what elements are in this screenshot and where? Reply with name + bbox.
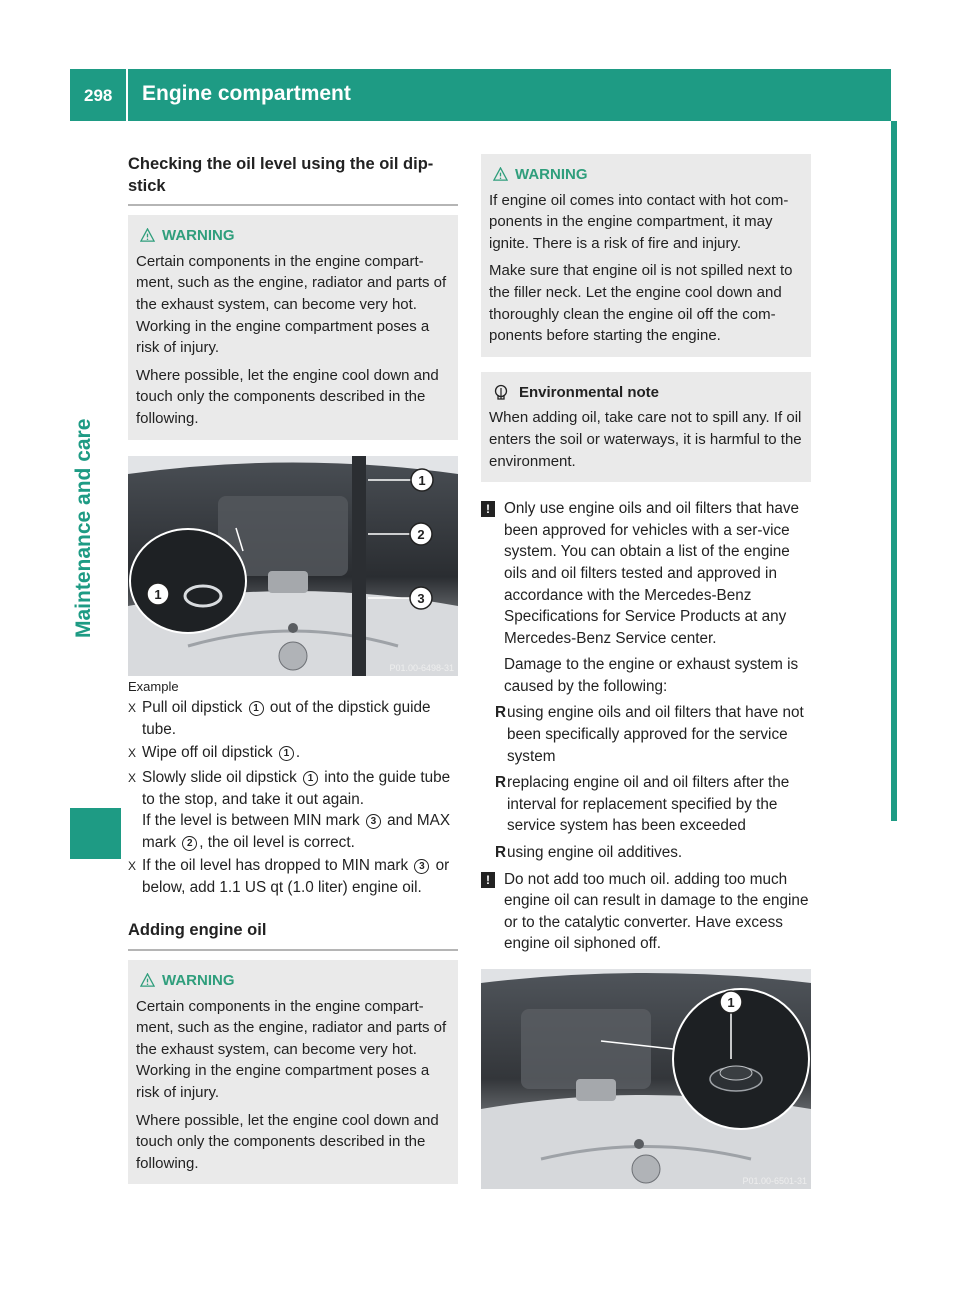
- warning-text: Certain components in the engine compart-ment, such as the engine, radiator and parts of the exhaust system, can become very hot. Working in the engine compartment poses a risk of injury.: [136, 997, 447, 1102]
- header-divider: [126, 69, 128, 121]
- notice-text: Damage to the engine or exhaust system is caused by the following:: [504, 656, 799, 695]
- callout-ref: 3: [366, 814, 381, 829]
- callout-1: 1: [154, 586, 162, 602]
- step-arrow-icon: X: [128, 701, 137, 716]
- callout-1: 1: [418, 472, 426, 488]
- notice-block: [481, 869, 811, 955]
- page-title: Engine compartment: [142, 82, 351, 105]
- warning-header: [489, 164, 803, 186]
- environmental-note-title: Environmental note: [519, 383, 660, 401]
- warning-text: Make sure that engine oil is not spilled next to the filler neck. Let the engine cool down and thoroughly clean the engine oil off the com-ponents before starting the engine.: [489, 262, 793, 345]
- step-arrow-icon: X: [128, 859, 137, 874]
- instruction-step: X Slowly slide oil dipstick 1 into the guide tube to the stop, and take it out again. If the level is between MIN mark 3 and MAX mark 2 , the oil level is correct.: [128, 767, 458, 853]
- notice-block: [481, 498, 811, 697]
- warning-title: WARNING: [162, 227, 235, 245]
- bullet-icon: R: [495, 704, 507, 722]
- notice-exclamation-icon: !: [481, 501, 495, 517]
- callout-1: 1: [727, 995, 735, 1010]
- callout-ref: 1: [279, 746, 294, 761]
- warning-title: WARNING: [515, 166, 588, 183]
- figure-caption: Example: [128, 678, 179, 694]
- warning-box: [128, 215, 458, 439]
- notice-text: Only use engine oils and oil filters that have been approved for vehicles with a ser-vice system. You can obtain a list of the engine oils and oil filters tested and approved in accordance with the Mercedes-Benz Specifications for Service Products at any Mercedes-Benz Service center.: [504, 500, 800, 647]
- engine-photo-filler-cap: [481, 969, 811, 1189]
- list-item: R using engine oils and oil filters that have not been specifically approved for the service system: [495, 702, 811, 767]
- warning-triangle-icon: [493, 167, 508, 182]
- environmental-note-text: When adding oil, take care not to spill any. If oil enters the soil or waterways, it is harmful to the environment.: [489, 409, 802, 470]
- list-item: R replacing engine oil and oil filters after the interval for replacement specified by the service system has been exceeded: [495, 772, 811, 837]
- side-tab-marker: [70, 808, 121, 859]
- environment-lightbulb-icon: [493, 384, 509, 402]
- instruction-step: X Wipe off oil dipstick 1 .: [128, 742, 458, 765]
- callout-2: 2: [417, 526, 425, 542]
- warning-triangle-icon: [140, 973, 155, 988]
- section-side-label: Maintenance and care: [72, 418, 95, 638]
- step-arrow-icon: X: [128, 746, 137, 761]
- list-item: R using engine oil additives.: [495, 842, 811, 864]
- engine-photo-dipstick: [128, 456, 458, 676]
- callout-ref: 2: [182, 836, 197, 851]
- warning-text: Where possible, let the engine cool down and touch only the components described in the following.: [136, 366, 439, 427]
- warning-text: Certain components in the engine compart-ment, such as the engine, radiator and parts of the exhaust system, can become very hot. Working in the engine compartment poses a risk of injury.: [136, 252, 447, 357]
- step-arrow-icon: X: [128, 770, 137, 785]
- warning-title: WARNING: [162, 972, 235, 990]
- photo-code: P01.00-6498-31: [389, 662, 454, 673]
- warning-triangle-icon: [140, 228, 155, 243]
- warning-header: [136, 225, 450, 247]
- warning-box: [481, 154, 811, 357]
- warning-text: Where possible, let the engine cool down and touch only the components described in the following.: [136, 1111, 439, 1172]
- heading-rule: [128, 949, 458, 951]
- warning-box: [128, 960, 458, 1184]
- environmental-note-box: [481, 372, 811, 482]
- left-column: [128, 154, 458, 1184]
- callout-3: 3: [417, 590, 425, 606]
- bullet-icon: R: [495, 774, 507, 792]
- instruction-step: X If the oil level has dropped to MIN mark 3 or below, add 1.1 US qt (1.0 liter) engine oil.: [128, 855, 458, 898]
- right-column: [481, 154, 811, 1189]
- page-number: 298: [84, 86, 113, 105]
- bullet-icon: R: [495, 844, 507, 862]
- instruction-step: X Pull oil dipstick 1 out of the dipstick guide tube.: [128, 697, 458, 740]
- notice-text: Do not add too much oil. adding too much engine oil can result in damage to the engine or to the catalytic converter. Have excess engine oil siphoned off.: [504, 870, 809, 953]
- section-heading-checking-oil: Checking the oil level using the oil dip-stick: [128, 155, 434, 195]
- notice-exclamation-icon: !: [481, 872, 495, 888]
- photo-code: P01.00-6501-31: [742, 1176, 807, 1186]
- callout-ref: 1: [249, 701, 264, 716]
- side-tab-bar: [891, 121, 897, 821]
- warning-header: [136, 970, 450, 992]
- heading-rule: [128, 204, 458, 206]
- warning-text: If engine oil comes into contact with hot com-ponents in the engine compartment, it may ignite. There is a risk of fire and injury.: [489, 191, 789, 252]
- callout-ref: 1: [303, 771, 318, 786]
- section-heading-adding-oil: Adding engine oil: [128, 921, 267, 940]
- environmental-note-header: [489, 382, 803, 404]
- callout-ref: 3: [414, 859, 429, 874]
